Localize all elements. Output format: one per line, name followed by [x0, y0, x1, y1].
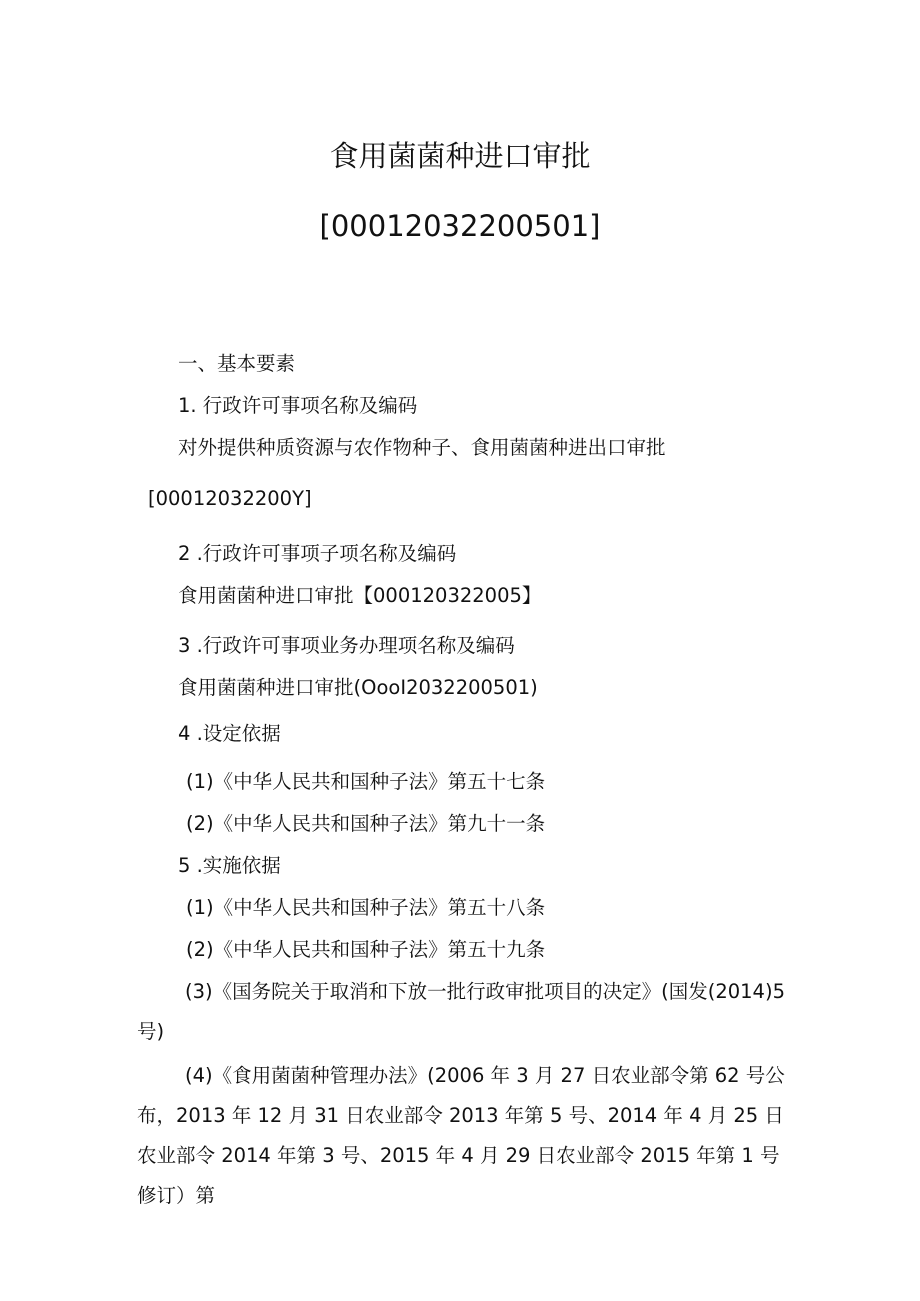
item1-heading: 1. 行政许可事项名称及编码: [178, 394, 418, 417]
document-code: [00012032200501]: [319, 209, 601, 243]
document-title: 食用菌菌种进口审批: [329, 139, 591, 173]
item5-basis-3: (3)《国务院关于取消和下放一批行政审批项目的决定》(国发(2014)5号): [137, 980, 785, 1043]
item5-basis-2: (2)《中华人民共和国种子法》第五十九条: [186, 938, 546, 961]
item4-heading: 4 .设定依据: [178, 722, 281, 745]
item1-code: [00012032200Y]: [148, 487, 312, 510]
item1-text: 对外提供种质资源与农作物种子、食用菌菌种进出口审批: [178, 436, 666, 459]
item4-basis-1: (1)《中华人民共和国种子法》第五十七条: [186, 770, 546, 793]
item4-basis-2: (2)《中华人民共和国种子法》第九十一条: [186, 812, 546, 835]
item3-text: 食用菌菌种进口审批(OooI2032200501): [178, 676, 538, 699]
section-heading-basic-elements: 一、基本要素: [178, 352, 296, 375]
item5-basis-4: (4)《食用菌菌种管理办法》(2006 年 3 月 27 日农业部令第 62 号公布，2013 年 12 月 31 日农业部令 2013 年第 5 号、2014 年 4 月 25 日农业部令 2014 年第 3 号、2015 年 4 月 29 日农业部令 2015 年第 1 号修订）第: [137, 1064, 785, 1207]
item3-heading: 3 .行政许可事项业务办理项名称及编码: [178, 634, 515, 657]
item2-heading: 2 .行政许可事项子项名称及编码: [178, 542, 457, 565]
item5-heading: 5 .实施依据: [178, 854, 281, 877]
item5-basis-1: (1)《中华人民共和国种子法》第五十八条: [186, 896, 546, 919]
item2-text: 食用菌菌种进口审批【000120322005】: [178, 584, 542, 607]
